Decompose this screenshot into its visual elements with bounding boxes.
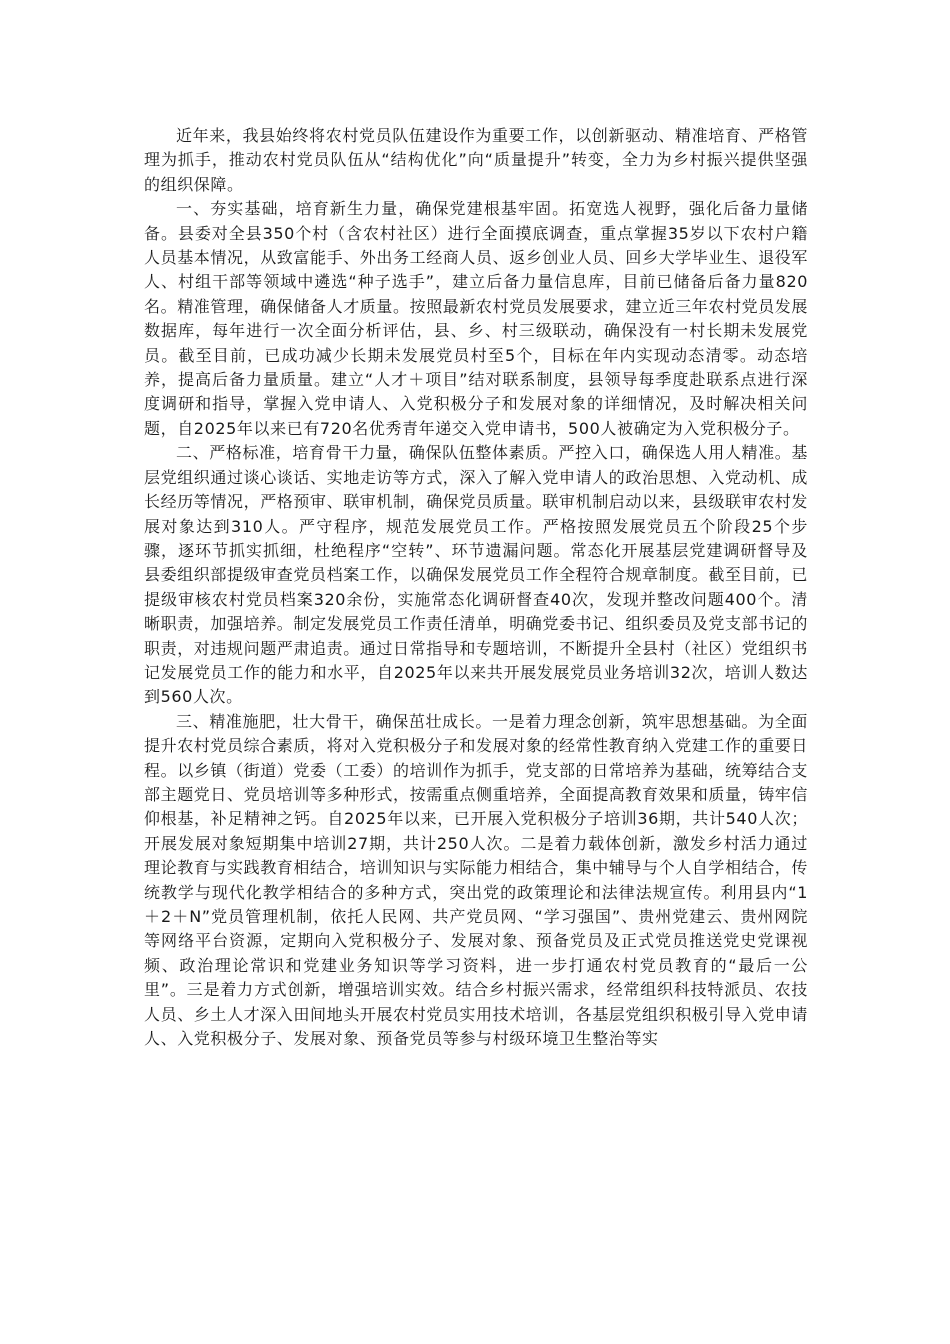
section-two-paragraph: 二、严格标准，培育骨干力量，确保队伍整体素质。严控入口，确保选人用人精准。基层党组织通过谈心谈话、实地走访等方式，深入了解入党申请人的政治思想、入党动机、成长经历等情况，严格预审、联审机制，确保党员质量。联审机制启动以来，县级联审农村发展对象达到310人。严守程序，规范发展党员工作。严格按照发展党员五个阶段25个步骤，逐环节抓实抓细，杜绝程序“空转”、环节遗漏问题。常态化开展基层党建调研督导及县委组织部提级审查党员档案工作，以确保发展党员工作全程符合规章制度。截至目前，已提级审核农村党员档案320余份，实施常态化调研督查40次，发现并整改问题400个。清晰职责，加强培养。制定发展党员工作责任清单，明确党委书记、组织委员及党支部书记的职责，对违规问题严肃追责。通过日常指导和专题培训，不断提升全县村（社区）党组织书记发展党员工作的能力和水平，自2025年以来共开展发展党员业务培训32次，培训人数达到560人次。 — [144, 443, 809, 707]
intro-paragraph: 近年来，我县始终将农村党员队伍建设作为重要工作，以创新驱动、精准培育、严格管理为抓手，推动农村党员队伍从“结构优化”向“质量提升”转变，全力为乡村振兴提供坚强的组织保障。 — [144, 126, 808, 194]
document-body — [144, 124, 808, 1051]
section-three-paragraph: 三、精准施肥，壮大骨干，确保茁壮成长。一是着力理念创新，筑牢思想基础。为全面提升农村党员综合素质，将对入党积极分子和发展对象的经常性教育纳入党建工作的重要日程。以乡镇（街道）党委（工委）的培训作为抓手，党支部的日常培养为基础，统筹结合支部主题党日、党员培训等多种形式，按需重点侧重培养，全面提高教育效果和质量，铸牢信仰根基，补足精神之钙。自2025年以来，已开展入党积极分子培训36期，共计540人次；开展发展对象短期集中培训27期，共计250人次。二是着力载体创新，激发乡村活力通过理论教育与实践教育相结合，培训知识与实际能力相结合，集中辅导与个人自学相结合，传统教学与现代化教学相结合的多种方式，突出党的政策理论和法律法规宣传。利用县内“1＋2＋N”党员管理机制，依托人民网、共产党员网、“学习强国”、贵州党建云、贵州网院等网络平台资源，定期向入党积极分子、发展对象、预备党员及正式党员推送党史党课视频、政治理论常识和党建业务知识等学习资料，进一步打通农村党员教育的“最后一公里”。三是着力方式创新，增强培训实效。结合乡村振兴需求，经常组织科技特派员、农技人员、乡土人才深入田间地头开展农村党员实用技术培训，各基层党组织积极引导入党申请人、入党积极分子、发展对象、预备党员等参与村级环境卫生整治等实 — [144, 711, 809, 1049]
section-one-paragraph: 一、夯实基础，培育新生力量，确保党建根基牢固。拓宽选人视野，强化后备力量储备。县委对全县350个村（含农村社区）进行全面摸底调查，重点掌握35岁以下农村户籍人员基本情况，从致富能手、外出务工经商人员、返乡创业人员、回乡大学毕业生、退役军人、村组干部等领域中遴选“种子选手”，建立后备力量信息库，目前已储备后备力量820名。精准管理，确保储备人才质量。按照最新农村党员发展要求，建立近三年农村党员发展数据库，每年进行一次全面分析评估，县、乡、村三级联动，确保没有一村长期未发展党员。截至目前，已成功减少长期未发展党员村至5个，目标在年内实现动态清零。动态培养，提高后备力量质量。建立“人才＋项目”结对联系制度，县领导每季度赴联系点进行深度调研和指导，掌握入党申请人、入党积极分子和发展对象的详细情况，及时解决相关问题，自2025年以来已有720名优秀青年递交入党申请书，500人被确定为入党积极分子。 — [144, 199, 809, 438]
